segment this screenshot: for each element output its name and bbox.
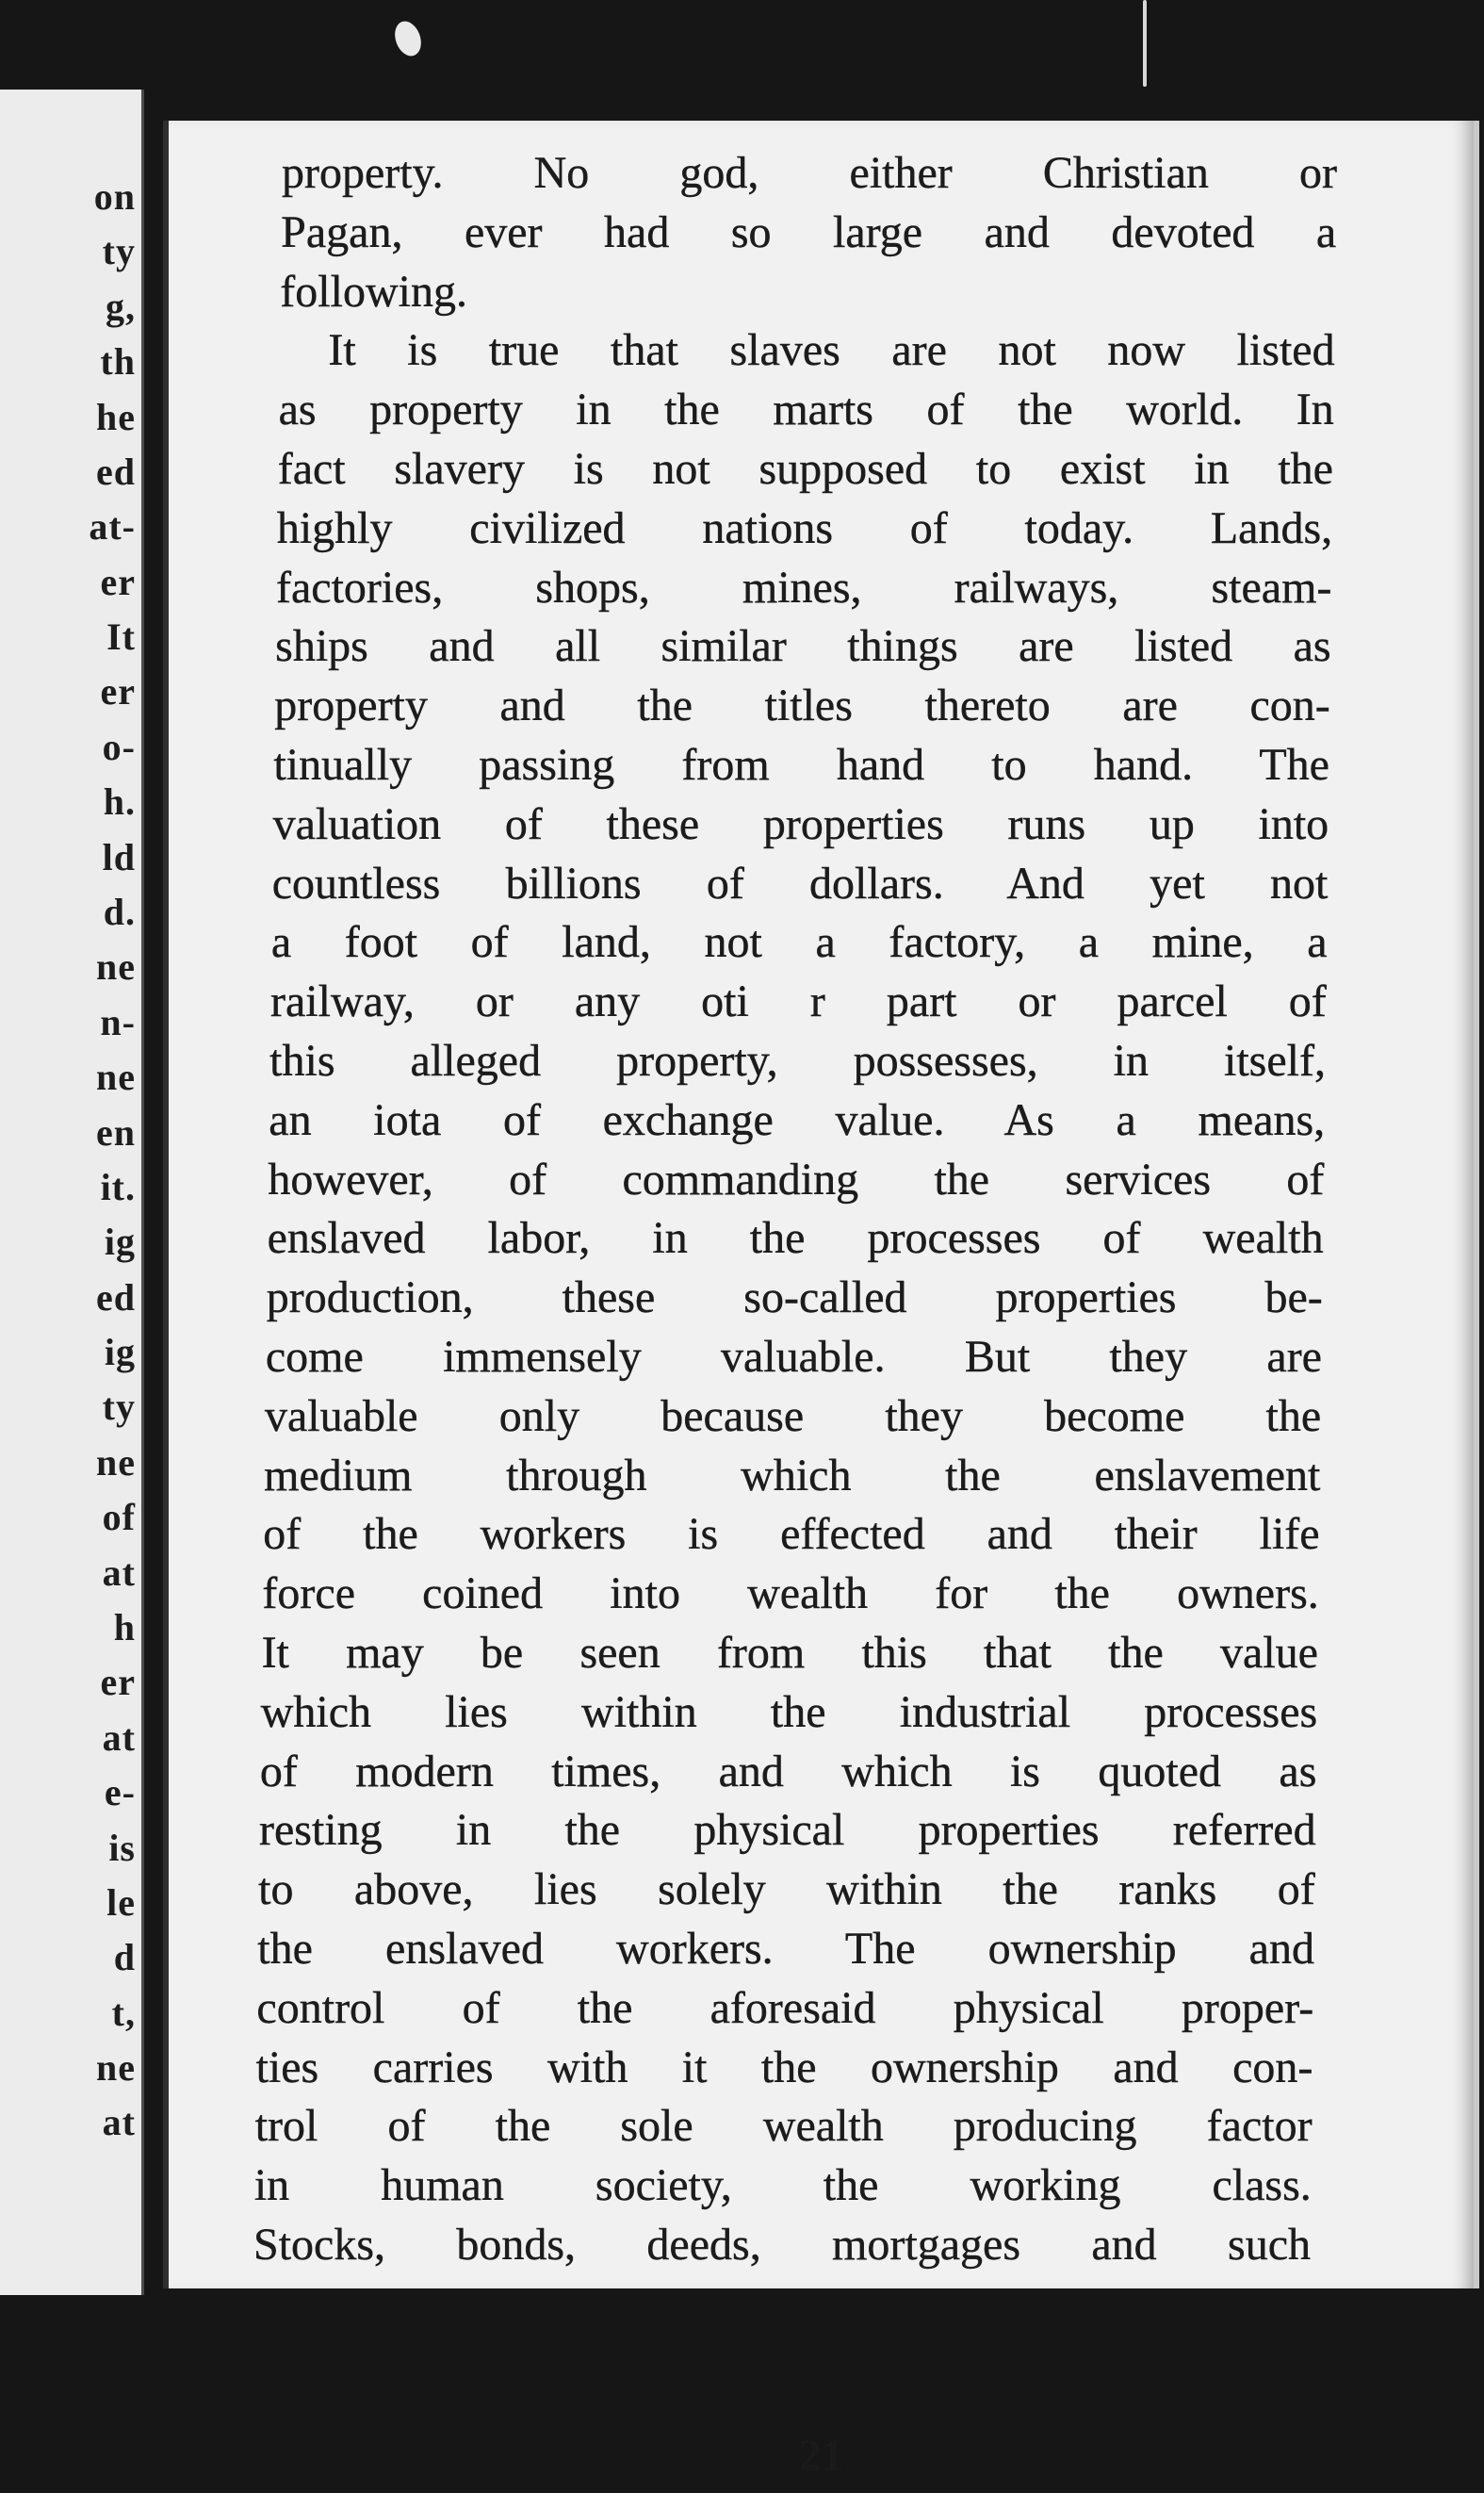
- facing-page-fragment: le: [106, 1880, 136, 1924]
- text-line: the enslaved workers. The ownership and: [257, 1924, 1314, 1974]
- text-line: highly civilized nations of today. Lands,: [276, 502, 1333, 553]
- facing-page-fragment: of: [102, 1496, 136, 1539]
- text-line: Pagan, ever had so large and devoted a: [281, 206, 1337, 257]
- text-line: force coined into wealth for the owners.: [262, 1568, 1319, 1619]
- facing-page-fragment: th: [100, 340, 136, 384]
- facing-page-fragment: ty: [102, 230, 136, 273]
- facing-page-fragment: at: [102, 2101, 136, 2144]
- text-line: resting in the physical properties referred: [259, 1805, 1316, 1856]
- text-line: medium through which the enslavement: [264, 1450, 1321, 1501]
- text-line: ties carries with it the ownership and con-: [255, 2042, 1313, 2092]
- text-line: fact slavery is not supposed to exist in the: [277, 444, 1333, 494]
- text-line: come immensely valuable. But they are: [265, 1332, 1322, 1382]
- facing-page-fragment: h: [113, 1605, 136, 1648]
- text-line: following.: [280, 266, 467, 317]
- text-line: factories, shops, mines, railways, steam-: [276, 562, 1332, 613]
- text-line: property. No god, either Christian or: [282, 148, 1337, 198]
- facing-page-fragment: d: [113, 1936, 136, 1979]
- text-line: Stocks, bonds, deeds, mortgages and such: [253, 2220, 1311, 2270]
- text-line: valuation of these properties runs up into: [272, 798, 1329, 849]
- facing-page-fragment: er: [100, 1661, 136, 1704]
- text-line: of modern times, and which is quoted as: [259, 1746, 1317, 1796]
- text-line: control of the aforesaid physical proper-: [256, 1982, 1314, 2033]
- text-line: property and the titles thereto are con-: [274, 681, 1330, 731]
- facing-page-fragment: on: [93, 175, 136, 218]
- facing-page-fragment: ne: [96, 945, 136, 989]
- text-line: to above, lies solely within the ranks of: [258, 1864, 1315, 1915]
- text-line: however, of commanding the services of: [268, 1154, 1325, 1205]
- text-line: railway, or any oti r part or parcel of: [270, 976, 1327, 1027]
- text-line: in human society, the working class.: [253, 2160, 1312, 2211]
- facing-page-fragment: at: [102, 1550, 136, 1594]
- text-line: which lies within the industrial processes: [260, 1686, 1318, 1737]
- text-line: an iota of exchange value. As a means,: [269, 1094, 1326, 1145]
- facing-page-edge: [0, 90, 144, 2295]
- text-line: countless billions of dollars. And yet not: [271, 858, 1329, 909]
- facing-page-fragment: er: [100, 670, 136, 713]
- text-line: valuable only because they become the: [265, 1390, 1322, 1441]
- facing-page-fragment: is: [108, 1826, 136, 1869]
- text-line: tinually passing from hand to hand. The: [273, 740, 1329, 790]
- facing-page-fragment: he: [96, 395, 136, 438]
- binding-thread: [1143, 0, 1147, 87]
- text-line: trol of the sole wealth producing factor: [254, 2101, 1313, 2152]
- facing-page-fragment: er: [100, 560, 136, 603]
- facing-page-fragment: g,: [106, 285, 136, 328]
- text-line: It may be seen from this that the value: [261, 1628, 1318, 1678]
- facing-page-fragment: ed: [96, 450, 136, 493]
- facing-page-fragment: ig: [104, 1221, 136, 1264]
- facing-page-fragment: n-: [100, 1000, 136, 1043]
- paper-speck: [390, 18, 425, 60]
- facing-page-fragment: o-: [102, 725, 136, 768]
- text-line: this alleged property, possesses, in itself,: [269, 1036, 1326, 1086]
- facing-page-fragment: ed: [96, 1275, 136, 1319]
- facing-page-fragment: t,: [111, 1991, 136, 2034]
- facing-page-fragment: ty: [102, 1386, 136, 1429]
- facing-page-fragment: h.: [103, 780, 136, 824]
- facing-page-fragment: at-: [89, 505, 136, 549]
- facing-page-fragment: e-: [104, 1771, 136, 1814]
- facing-page-fragment: ne: [96, 1056, 136, 1099]
- page-number: 21: [798, 2431, 844, 2481]
- facing-page-fragment: ld: [102, 835, 136, 878]
- facing-page-fragment: ne: [96, 1440, 136, 1484]
- facing-page-fragment: It: [106, 615, 136, 659]
- text-line: ships and all similar things are listed as: [275, 621, 1331, 672]
- facing-page-fragment: en: [96, 1110, 136, 1154]
- text-line: enslaved labor, in the processes of wealth: [267, 1213, 1324, 1264]
- facing-page-fragment: d.: [103, 890, 136, 933]
- facing-page-fragment: at: [102, 1715, 136, 1759]
- text-line: a foot of land, not a factory, a mine, a: [270, 917, 1328, 968]
- text-line: production, these so-called properties be-: [266, 1272, 1323, 1323]
- text-line: It is true that slaves are not now listed: [328, 325, 1335, 376]
- text-line: as property in the marts of the world. In: [278, 385, 1334, 435]
- text-line: of the workers is effected and their life: [263, 1509, 1320, 1560]
- facing-page-fragment: it.: [100, 1165, 136, 1208]
- facing-page-fragment: ig: [104, 1331, 136, 1374]
- facing-page-fragment: ne: [96, 2046, 136, 2090]
- book-page: [163, 121, 1479, 2481]
